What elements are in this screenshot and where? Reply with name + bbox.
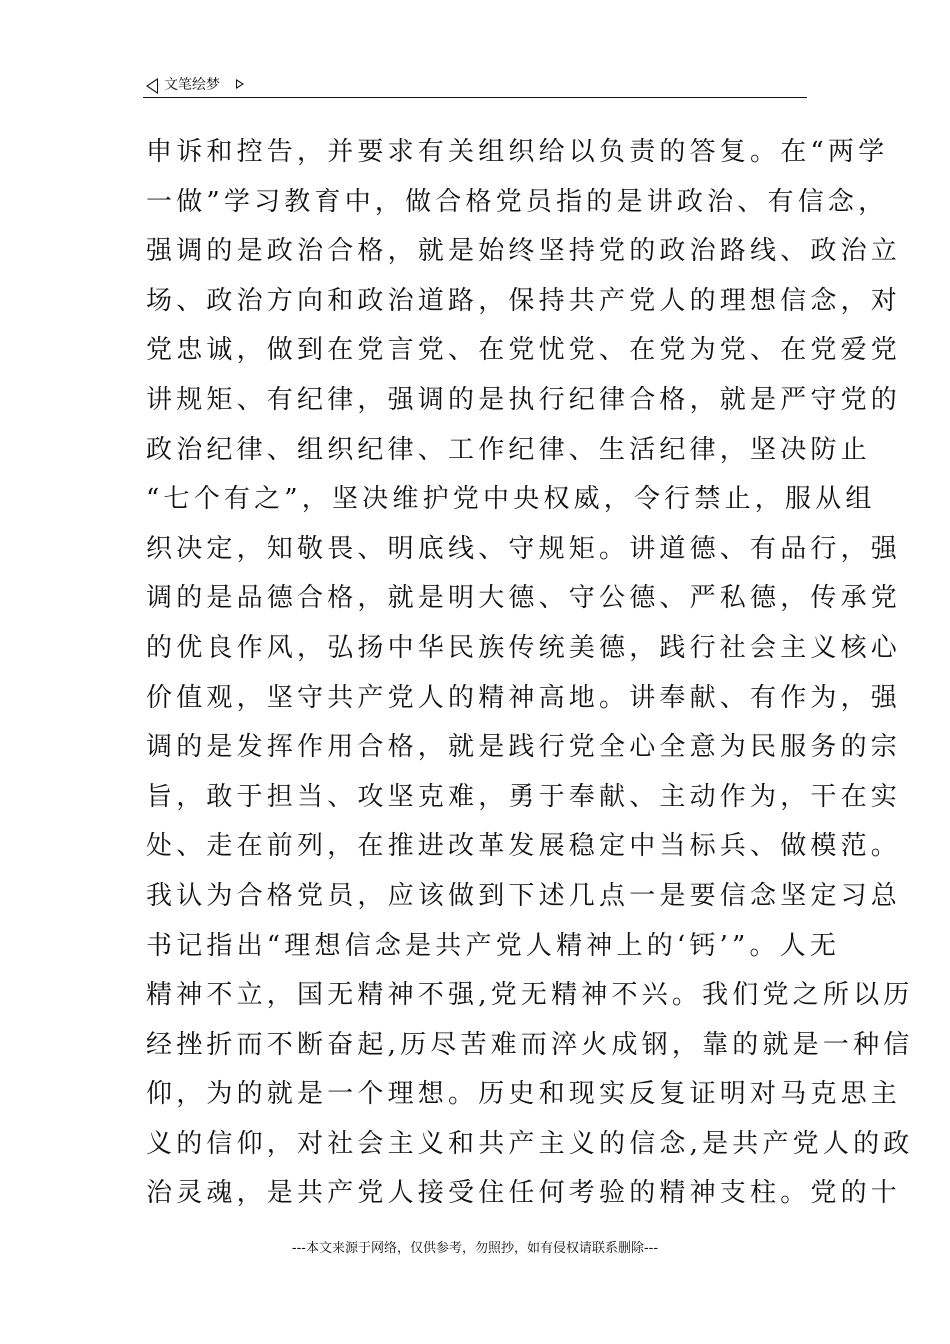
page-header [146,74,806,98]
body-line: 政治纪律、组织纪律、工作纪律、生活纪律，坚决防止 [146,434,871,465]
body-line: 调的是发挥作用合格，就是践行党全心全意为民服务的宗 [146,732,902,763]
header-divider [143,97,807,98]
body-line: 治灵魂，是共产党人接受住任何考验的精神支柱。党的十 [146,1178,902,1209]
body-line: 仰，为的就是一个理想。历史和现实反复证明对马克思主 [146,1079,902,1110]
triangle-left-icon [146,78,158,94]
body-line: 强调的是政治合格，就是始终坚持党的政治路线、政治立 [146,236,902,267]
body-line: “七个有之”，坚决维护党中央权威，令行禁止，服从组 [146,484,876,515]
body-line: 经挫折而不断奋起,历尽苦难而淬火成钢，靠的就是一种信 [146,1029,914,1060]
triangle-right-icon [236,79,244,89]
body-line: 申诉和控告，并要求有关组织给以负责的答复。在“两学 [146,137,889,167]
page-footer: ---本文来源于网络，仅供参考，勿照抄，如有侵权请联系删除--- [291,1241,659,1256]
body-line: 处、走在前列，在推进改革发展稳定中当标兵、做模范。 [146,831,902,862]
body-line: 书记指出“理想信念是共产党人精神上的‘钙’”。人无 [146,930,841,961]
body-line: 精神不立，国无精神不强,党无精神不兴。我们党之所以历 [146,980,914,1011]
body-line: 义的信仰，对社会主义和共产主义的信念,是共产党人的政 [146,1128,914,1159]
body-line: 讲规矩、有纪律，强调的是执行纪律合格，就是严守党的 [146,384,902,415]
body-line: 调的是品德合格，就是明大德、守公德、严私德，传承党 [146,583,902,614]
body-line: 的优良作风，弘扬中华民族传统美德，践行社会主义核心 [146,632,902,663]
body-line: 价值观，坚守共产党人的精神高地。讲奉献、有作为，强 [146,682,902,713]
body-line: 旨，敢于担当、攻坚克难，勇于奉献、主动作为，干在实 [146,781,902,812]
body-line: 我认为合格党员，应该做到下述几点一是要信念坚定习总 [146,880,902,911]
body-line: 场、政治方向和政治道路，保持共产党人的理想信念，对 [146,285,902,316]
header-title: 文笔绘梦 [164,77,220,93]
body-line: 织决定，知敬畏、明底线、守规矩。讲道德、有品行，强 [146,533,902,564]
body-line: 党忠诚，做到在党言党、在党忧党、在党为党、在党爱党 [146,335,902,366]
body-line: 一做”学习教育中，做合格党员指的是讲政治、有信念， [146,186,889,217]
document-body [146,128,914,1219]
